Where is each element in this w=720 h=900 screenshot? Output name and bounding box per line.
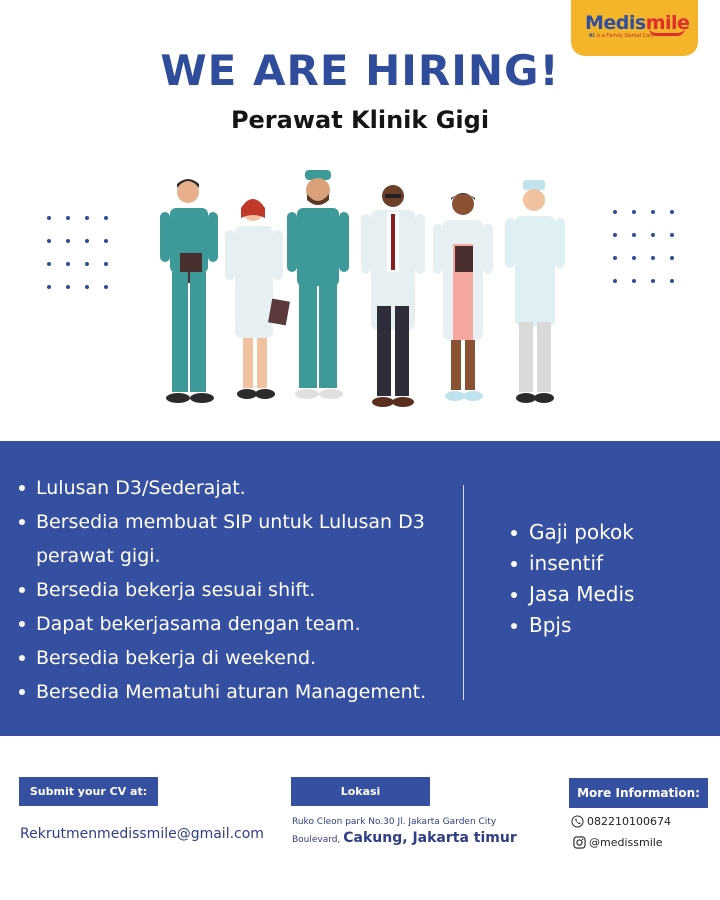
decorative-dots-right [613,210,674,283]
location-label: Lokasi [291,777,430,806]
list-item: Lulusan D3/Sederajat. [19,471,449,505]
list-item: Bersedia Mematuhi aturan Management. [19,675,449,709]
staff-figure-1 [160,179,218,403]
list-item: Bersedia membuat SIP untuk Lulusan D3 perawat gigi. [19,505,449,573]
list-item: Bersedia bekerja sesuai shift. [19,573,449,607]
list-item: Dapat bekerjasama dengan team. [19,607,449,641]
list-item: Jasa Medis [511,579,634,610]
logo-tagline-text: is a Family Dental Care [596,33,655,39]
list-item: Bpjs [511,610,634,641]
contact-email[interactable]: Rekrutmenmedissmile@gmail.com [20,826,264,842]
logo-word-right: mile [645,12,690,34]
logo-tagline-prefix: Ki [589,33,595,39]
requirements-panel [0,441,720,736]
staff-figure-5 [433,193,493,401]
panel-divider [463,485,464,700]
more-info-label: More Information: [569,778,708,808]
staff-figure-4 [361,185,425,407]
contact-instagram[interactable] [573,836,663,849]
requirements-list [19,471,449,709]
staff-figure-2 [225,199,290,399]
submit-cv-label: Submit your CV at: [19,777,158,806]
decorative-dots-left [47,216,108,289]
list-item: insentif [511,548,634,579]
instagram-icon [573,836,586,849]
page-title: WE ARE HIRING! [160,46,560,95]
address-line-1: Ruko Cleon park No.30 Jl. Jakarta Garden City [292,817,497,827]
list-item: Bersedia bekerja di weekend. [19,641,449,675]
logo-tagline [589,33,654,39]
benefits-list [511,517,634,641]
logo-word-left: Medis [585,12,646,34]
list-item: Gaji pokok [511,517,634,548]
address-street: Boulevard, [292,835,341,845]
phone-icon [571,815,584,828]
staff-figure-6 [505,180,565,403]
staff-figure-3 [287,170,349,399]
address-district: Cakung, Jakarta timur [343,830,517,846]
phone-number: 082210100674 [587,815,671,828]
contact-phone[interactable] [571,815,671,828]
medical-staff-illustration [145,168,575,418]
job-position-title: Perawat Klinik Gigi [230,106,490,134]
logo-smile-icon [649,28,685,36]
instagram-handle: @medissmile [589,836,663,849]
address-line-2 [292,830,517,846]
